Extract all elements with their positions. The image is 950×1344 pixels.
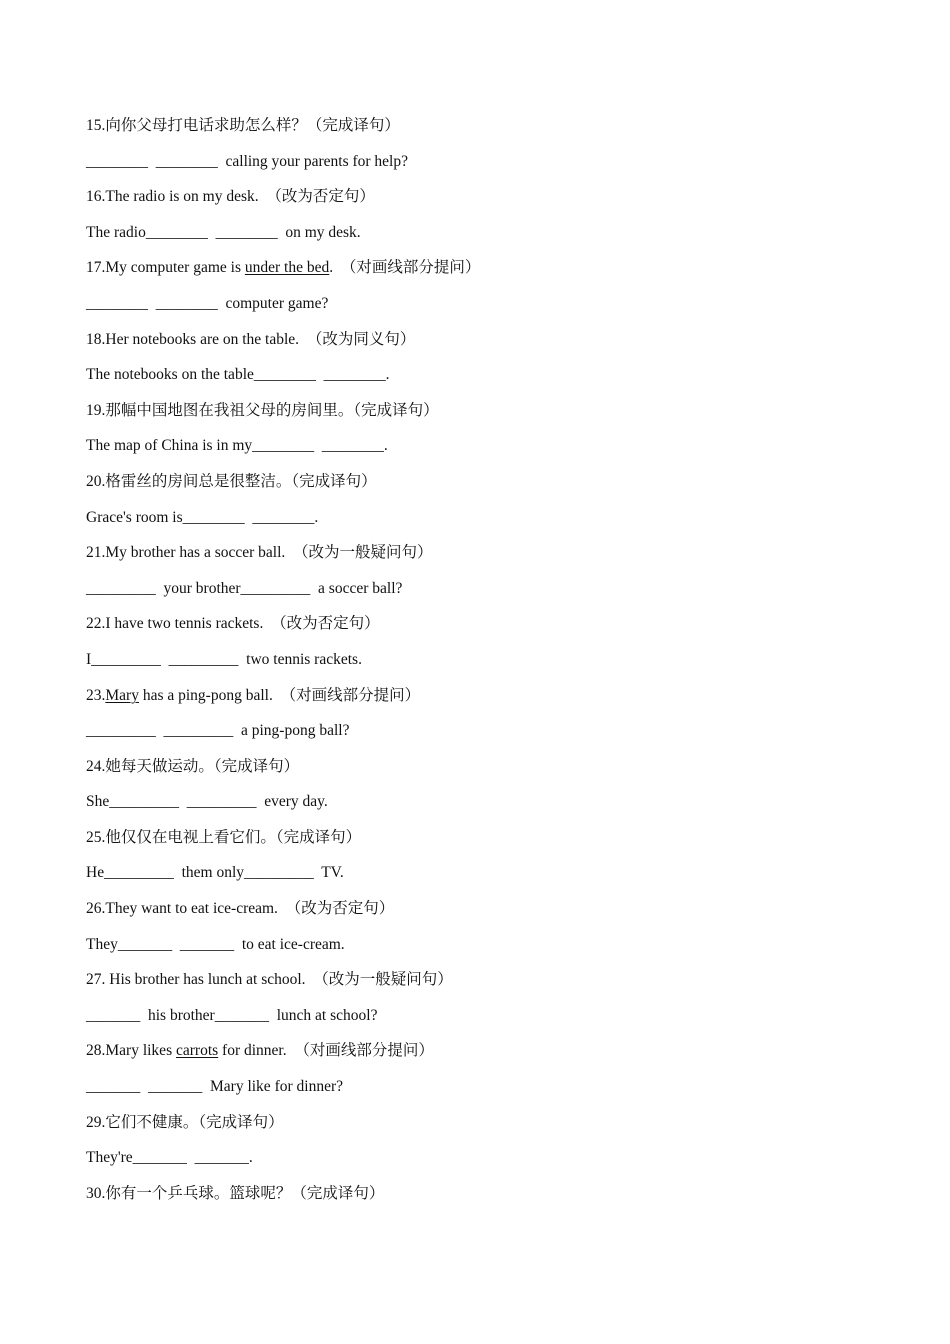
prompt-text: I have two tennis rackets. [105,615,264,633]
question-number: 20. [86,472,106,490]
prompt-text: 向你父母打电话求助怎么样？ [105,117,307,134]
prompt-text: 它们不健康。 [105,1113,199,1131]
instruction: （改为同义句） [299,330,416,348]
question-number: 21. [86,544,106,562]
prompt-text: The radio is on my desk. [105,188,259,206]
prompt-text: Her notebooks are on the table. [105,330,300,348]
instruction: （改为否定句） [263,615,380,633]
question-number: 23. [86,686,106,704]
question-prompt [86,820,906,856]
exercise-item [86,1105,906,1176]
question-number: 17. [86,259,106,277]
exercise-item [86,1176,906,1212]
prompt-text-end: has a ping-pong ball. [138,686,273,704]
answer-line: The map of China is in my________ ________. [86,437,388,455]
exercise-list [86,108,906,1211]
answer-line: _______ _______ Mary like for dinner? [86,1078,343,1096]
instruction: （完成译句） [198,1113,284,1131]
answer-line: They're_______ _______. [86,1149,253,1167]
question-number: 18. [86,330,106,348]
underlined-phrase: under the bed [244,259,330,277]
exercise-item [86,250,906,321]
instruction: （完成译句） [353,401,439,419]
prompt-text: Mary likes [105,1042,176,1060]
exercise-item [86,962,906,1033]
answer-line: He_________ them only_________ TV. [86,864,344,882]
exercise-item [86,535,906,606]
exercise-item [86,606,906,677]
exercise-item [86,179,906,250]
question-number: 15. [86,117,106,134]
question-prompt [86,108,906,144]
instruction: （对画线部分提问） [272,686,421,704]
question-number: 30. [86,1184,106,1202]
exercise-item [86,891,906,962]
answer-line: _______ his brother_______ lunch at school? [86,1006,378,1024]
question-number: 26. [86,900,106,918]
prompt-text: 格雷丝的房间总是很整洁。 [105,472,292,490]
question-prompt [86,179,906,215]
question-prompt [86,1105,906,1141]
question-prompt [86,749,906,785]
instruction: （完成译句） [306,117,400,134]
answer-line: She_________ _________ every day. [86,793,328,811]
question-prompt [86,250,906,286]
underlined-phrase: carrots [175,1042,219,1060]
instruction: （改为否定句） [277,900,395,918]
prompt-text: 那幅中国地图在我祖父母的房间里。 [105,401,354,419]
question-number: 29. [86,1113,106,1131]
question-prompt [86,962,906,998]
prompt-text: My brother has a soccer ball. [105,544,286,562]
question-prompt [86,606,906,642]
instruction: （完成译句） [291,1184,385,1202]
exercise-item [86,749,906,820]
question-prompt [86,1033,906,1069]
answer-line: The radio________ ________ on my desk. [86,223,361,241]
exercise-item [86,108,906,179]
answer-line: Grace's room is________ ________. [86,508,319,526]
question-prompt [86,678,906,714]
answer-line: They_______ _______ to eat ice-cream. [86,935,345,953]
question-prompt [86,891,906,927]
question-prompt [86,322,906,358]
question-number: 25. [86,828,106,846]
exercise-item [86,678,906,749]
instruction: （改为否定句） [258,188,375,206]
question-number: 24. [86,757,106,775]
underlined-phrase: Mary [105,686,139,704]
instruction: （改为一般疑问句） [285,544,433,562]
prompt-text-end: for dinner. [218,1042,287,1060]
prompt-text: My computer game is [105,259,245,277]
answer-line: ________ ________ calling your parents for help? [86,152,408,170]
question-number: 22. [86,615,106,633]
question-number: 27. [86,971,106,989]
instruction: （完成译句） [291,472,377,490]
question-number: 16. [86,188,106,206]
answer-line: The notebooks on the table________ ________. [86,366,390,384]
prompt-text: 她每天做运动。 [105,757,214,775]
prompt-text-end: . [329,259,334,277]
instruction: （对画线部分提问） [333,259,481,277]
question-number: 19. [86,401,106,419]
question-prompt [86,535,906,571]
question-prompt [86,464,906,500]
exercise-item [86,464,906,535]
exercise-item [86,322,906,393]
question-number: 28. [86,1042,106,1060]
answer-line: I_________ _________ two tennis rackets. [86,650,362,668]
instruction: （改为一般疑问句） [305,971,453,989]
instruction: （对画线部分提问） [286,1042,434,1060]
exercise-item [86,393,906,464]
instruction: （完成译句） [213,757,300,775]
answer-line: ________ ________ computer game? [86,294,329,312]
question-prompt [86,393,906,429]
instruction: （完成译句） [275,828,362,846]
prompt-text: His brother has lunch at school. [105,971,306,989]
answer-line: _________ _________ a ping-pong ball? [86,722,350,740]
prompt-text: 你有一个乒乓球。篮球呢？ [105,1184,292,1202]
answer-line: _________ your brother_________ a soccer ball? [86,579,403,597]
prompt-text: 他仅仅在电视上看它们。 [105,828,276,846]
exercise-item [86,1033,906,1104]
question-prompt [86,1176,906,1212]
prompt-text: They want to eat ice-cream. [105,900,278,918]
exercise-item [86,820,906,891]
